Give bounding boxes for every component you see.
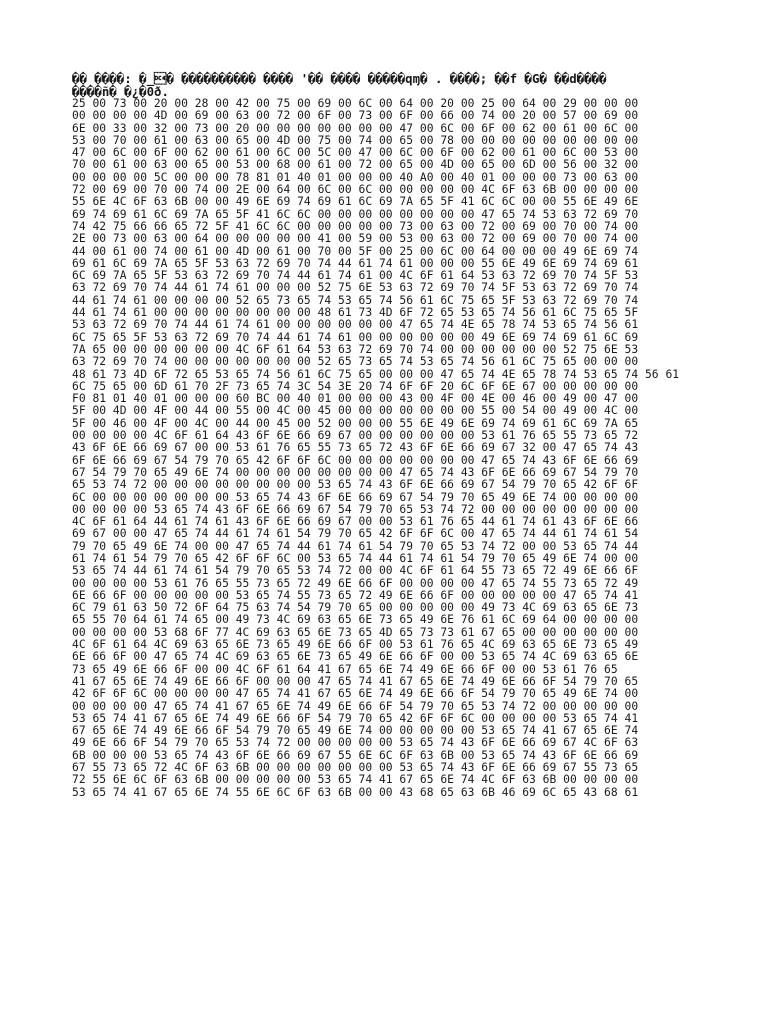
hex-line: 25 00 73 00 20 00 28 00 42 00 75 00 69 00 6C 00 64 00 20 00 25 00 64 00 29 00 00 00	[72, 97, 639, 110]
hex-line: 44 00 61 00 74 00 61 00 4D 00 61 00 70 00 5F 00 25 00 6C 00 64 00 00 00 49 6E 69 74	[72, 244, 639, 258]
hex-line: 43 6F 6E 66 69 67 00 00 53 61 76 65 55 73 65 72 43 6F 6E 66 69 67 32 00 47 65 74 43	[72, 441, 639, 455]
garbled-header-line-2: ����ñ� �¿�0ð.	[72, 84, 169, 99]
hex-line: 65 53 74 72 00 00 00 00 00 00 00 00 53 65 74 43 6F 6E 66 69 67 54 79 70 65 42 6F 6F	[72, 478, 639, 492]
hex-line: 73 65 49 6E 66 6F 00 00 4C 6F 61 64 41 67 65 6E 74 49 6E 66 6F 00 00 53 61 76 65	[72, 662, 618, 676]
hex-line: 69 74 69 61 6C 69 7A 65 5F 41 6C 6C 00 00 00 00 00 00 00 00 47 65 74 53 63 72 69 70	[72, 207, 639, 221]
hex-line: 67 54 79 70 65 49 6E 74 00 00 00 00 00 00 00 00 47 65 74 43 6F 6E 66 69 67 54 79 70	[72, 465, 639, 479]
hex-line: 6C 69 7A 65 5F 53 63 72 69 70 74 44 61 74 61 00 4C 6F 61 64 53 63 72 69 70 74 5F 53	[72, 269, 639, 283]
hex-line: 53 00 70 00 61 00 63 00 65 00 4D 00 75 00 74 00 65 00 78 00 00 00 00 00 00 00 00 00	[72, 133, 639, 147]
hex-line: 00 00 00 00 47 65 74 41 67 65 6E 74 49 6E 66 6F 54 79 70 65 53 74 72 00 00 00 00 00	[72, 699, 639, 713]
hex-line: 6C 00 00 00 00 00 00 00 53 65 74 43 6F 6E 66 69 67 54 79 70 65 49 6E 74 00 00 00 00	[72, 490, 639, 504]
hex-line: 00 00 00 00 4C 6F 61 64 43 6F 6E 66 69 67 00 00 00 00 00 00 53 61 76 65 55 73 65 72	[72, 429, 639, 443]
document-page	[72, 72, 702, 799]
hex-line: 6C 75 65 5F 53 63 72 69 70 74 44 61 74 61 00 00 00 00 00 00 49 6E 69 74 69 61 6C 69	[72, 330, 639, 344]
hex-line: 5F 00 4D 00 4F 00 44 00 55 00 4C 00 45 00 00 00 00 00 00 00 55 00 54 00 49 00 4C 00	[72, 404, 639, 418]
hex-line: 49 6E 66 6F 54 79 70 65 53 74 72 00 00 00 00 00 53 65 74 43 6F 6E 66 69 67 4C 6F 63	[72, 736, 639, 750]
hex-line: 41 67 65 6E 74 49 6E 66 6F 00 00 00 47 65 74 41 67 65 6E 74 49 6E 66 6F 54 79 70 65	[72, 674, 639, 688]
hex-line: 5F 00 46 00 4F 00 4C 00 44 00 45 00 52 00 00 00 55 6E 49 6E 69 74 69 61 6C 69 7A 65	[72, 416, 639, 430]
hex-line: 00 00 00 00 53 68 6F 77 4C 69 63 65 6E 73 65 4D 65 73 73 61 67 65 00 00 00 00 00 00	[72, 625, 639, 639]
hex-line: 42 6F 6F 6C 00 00 00 00 47 65 74 41 67 65 6E 74 49 6E 66 6F 54 79 70 65 49 6E 74 00	[72, 687, 639, 701]
hex-line: 70 00 61 00 63 00 65 00 53 00 68 00 61 00 72 00 65 00 4D 00 65 00 6D 00 56 00 32 00	[72, 158, 639, 172]
hex-line: 61 74 61 54 79 70 65 42 6F 6F 6C 00 53 65 74 44 61 74 61 54 79 70 65 49 6E 74 00 00	[72, 551, 639, 565]
hex-line: 2E 00 73 00 63 00 64 00 00 00 00 00 41 00 59 00 53 00 63 00 72 00 69 00 70 00 74 00	[72, 232, 639, 246]
hex-line: 6B 00 00 00 53 65 74 43 6F 6E 66 69 67 55 6E 6C 6F 63 6B 00 53 65 74 43 6F 6E 66 69	[72, 748, 639, 762]
hex-line: 72 55 6E 6C 6F 63 6B 00 00 00 00 00 53 65 74 41 67 65 6E 74 4C 6F 63 6B 00 00 00 00	[72, 773, 639, 787]
hex-line: 53 65 74 44 61 74 61 54 79 70 65 53 74 72 00 00 4C 6F 61 64 55 73 65 72 49 6E 66 6F	[72, 564, 639, 578]
hex-line: 4C 6F 61 64 4C 69 63 65 6E 73 65 49 6E 66 6F 00 53 61 76 65 4C 69 63 65 6E 73 65 49	[72, 638, 639, 652]
hex-line: 55 6E 4C 6F 63 6B 00 00 49 6E 69 74 69 61 6C 69 7A 65 5F 41 6C 6C 00 00 55 6E 49 6E	[72, 195, 639, 209]
hex-line: 53 63 72 69 70 74 44 61 74 61 00 00 00 00 00 00 47 65 74 4E 65 78 74 53 65 74 56 61	[72, 318, 639, 332]
hex-line: 6E 00 33 00 32 00 73 00 20 00 00 00 00 00 00 00 47 00 6C 00 6F 00 62 00 61 00 6C 00	[72, 121, 639, 135]
hex-line: 72 00 69 00 70 00 74 00 2E 00 64 00 6C 00 6C 00 00 00 00 00 4C 6F 63 6B 00 00 00 00	[72, 183, 639, 197]
hex-line: 6E 66 6F 00 47 65 74 4C 69 63 65 6E 73 65 49 6E 66 6F 00 00 53 65 74 4C 69 63 65 6E	[72, 650, 639, 664]
hex-line: 63 72 69 70 74 00 00 00 00 00 00 00 52 65 73 65 74 53 65 74 56 61 6C 75 65 00 00 00	[72, 355, 639, 369]
hex-line: 47 00 6C 00 6F 00 62 00 61 00 6C 00 5C 00 47 00 6C 00 6F 00 62 00 61 00 6C 00 53 00	[72, 146, 639, 160]
hex-line: 65 55 70 64 61 74 65 00 49 73 4C 69 63 65 6E 73 65 49 6E 76 61 6C 69 64 00 00 00 00	[72, 613, 639, 627]
hex-line: 4C 6F 61 64 44 61 74 61 43 6F 6E 66 69 67 00 00 53 61 76 65 44 61 74 61 43 6F 6E 66	[72, 515, 639, 529]
hex-line: 67 55 73 65 72 4C 6F 63 6B 00 00 00 00 00 00 00 53 65 74 43 6F 6E 66 69 67 55 73 65	[72, 761, 639, 775]
hex-line: 48 61 73 4D 6F 72 65 53 65 74 56 61 6C 75 65 00 00 00 47 65 74 4E 65 78 74 53 65 74 56 61	[72, 367, 680, 381]
hex-line: 53 65 74 41 67 65 6E 74 55 6E 6C 6F 63 6B 00 00 43 68 65 63 6B 46 69 6C 65 43 68 61	[72, 785, 639, 799]
hex-line: 79 70 65 49 6E 74 00 00 47 65 74 44 61 74 61 54 79 70 65 53 74 72 00 00 53 65 74 44	[72, 539, 639, 553]
hex-line: 6C 75 65 00 6D 61 70 2F 73 65 74 3C 54 3E 20 74 6F 6F 20 6C 6F 6E 67 00 00 00 00 00	[72, 379, 639, 393]
hex-line: 6F 6E 66 69 67 54 79 70 65 42 6F 6F 6C 00 00 00 00 00 00 00 47 65 74 43 6F 6E 66 69	[72, 453, 639, 467]
hex-line: 74 42 75 66 66 65 72 5F 41 6C 6C 00 00 00 00 00 73 00 63 00 72 00 69 00 70 00 74 00	[72, 219, 639, 233]
hex-line: 6E 66 6F 00 00 00 00 00 53 65 74 55 73 65 72 49 6E 66 6F 00 00 00 00 00 47 65 74 41	[72, 588, 639, 602]
hex-line: 67 65 6E 74 49 6E 66 6F 54 79 70 65 49 6E 74 00 00 00 00 00 53 65 74 41 67 65 6E 74	[72, 724, 639, 738]
hex-line: 44 61 74 61 00 00 00 00 52 65 73 65 74 53 65 74 56 61 6C 75 65 5F 53 63 72 69 70 74	[72, 293, 639, 307]
hex-line: 6C 79 61 63 50 72 6F 64 75 63 74 54 79 70 65 00 00 00 00 00 49 73 4C 69 63 65 6E 73	[72, 601, 639, 615]
hex-line: 00 00 00 00 5C 00 00 00 78 81 01 40 01 00 00 00 40 A0 00 40 01 00 00 00 73 00 63 00	[72, 170, 639, 184]
hex-dump	[72, 98, 702, 799]
hex-line: 00 00 00 00 4D 00 69 00 63 00 72 00 6F 00 73 00 6F 00 66 00 74 00 20 00 57 00 69 00	[72, 109, 639, 123]
hex-line: 44 61 74 61 00 00 00 00 00 00 00 00 48 61 73 4D 6F 72 65 53 65 74 56 61 6C 75 65 5F	[72, 306, 639, 320]
hex-line: 7A 65 00 00 00 00 00 00 4C 6F 61 64 53 63 72 69 70 74 00 00 00 00 00 00 52 75 6E 53	[72, 342, 639, 356]
hex-line: 69 61 6C 69 7A 65 5F 53 63 72 69 70 74 44 61 74 61 00 00 00 55 6E 49 6E 69 74 69 61	[72, 256, 639, 270]
hex-line: 69 67 00 00 47 65 74 44 61 74 61 54 79 70 65 42 6F 6F 6C 00 47 65 74 44 61 74 61 54	[72, 527, 639, 541]
hex-line: 00 00 00 00 53 61 76 65 55 73 65 72 49 6E 66 6F 00 00 00 00 47 65 74 55 73 65 72 49	[72, 576, 639, 590]
hex-line: 00 00 00 00 53 65 74 43 6F 6E 66 69 67 54 79 70 65 53 74 72 00 00 00 00 00 00 00 00	[72, 502, 639, 516]
hex-line: 53 65 74 41 67 65 6E 74 49 6E 66 6F 54 79 70 65 42 6F 6F 6C 00 00 00 00 53 65 74 41	[72, 711, 639, 725]
hex-line: 63 72 69 70 74 44 61 74 61 00 00 00 52 75 6E 53 63 72 69 70 74 5F 53 63 72 69 70 74	[72, 281, 639, 295]
hex-line: F0 81 01 40 01 00 00 00 60 BC 00 40 01 00 00 00 43 00 4F 00 4E 00 46 00 49 00 47 00	[72, 392, 639, 406]
garbled-header-line-1: �� ����: �_� ���������� ���� '�� ���� �����qɱ� . ����; ��f �G� ��d����	[72, 71, 607, 86]
